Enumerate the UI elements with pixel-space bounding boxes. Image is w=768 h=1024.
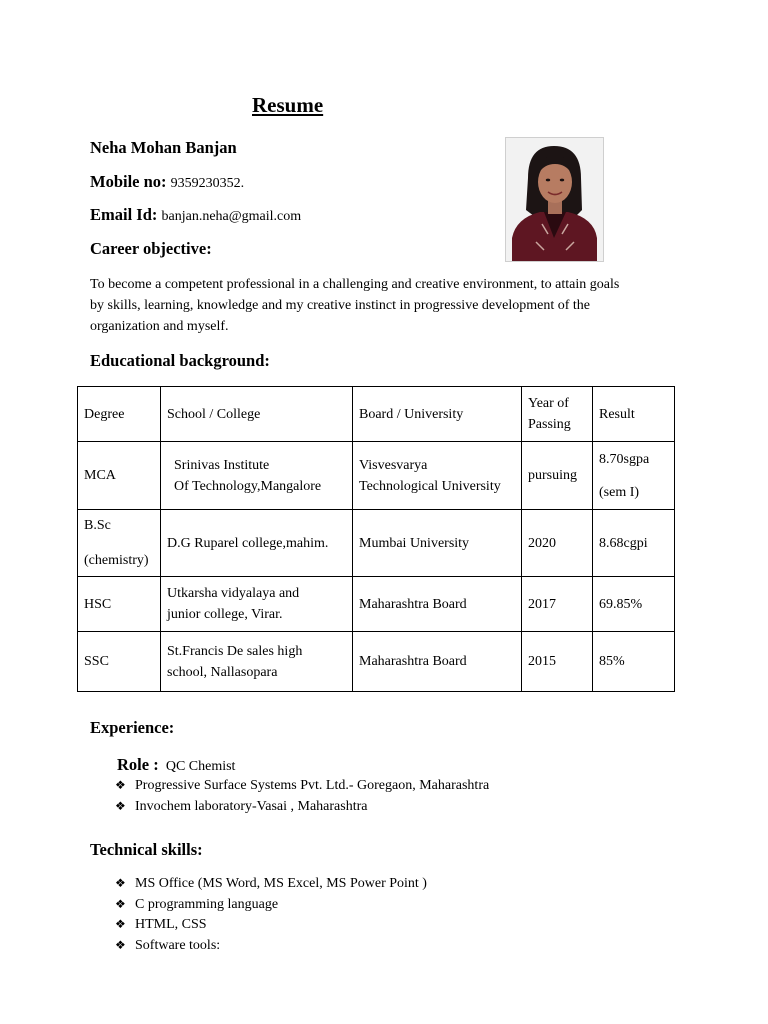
header-year: Year of Passing [522,387,593,442]
cell-board: Mumbai University [353,510,522,577]
header-board: Board / University [353,387,522,442]
table-row [78,577,675,632]
cell-board: Maharashtra Board [353,577,522,632]
cell-degree: MCA [78,442,161,510]
table-header-row [78,387,675,442]
bullet-icon: ❖ [115,778,126,792]
cell-result: 85% [593,632,675,692]
career-line: To become a competent professional in a challenging and creative environment, to attain goals [90,277,620,292]
mobile-line [90,172,244,192]
cell-degree: SSC [78,632,161,692]
header-school: School / College [161,387,353,442]
bullet-icon: ❖ [115,897,126,911]
mobile-label: Mobile no: [90,172,167,191]
role-label: Role : [117,755,159,774]
cell-degree: HSC [78,577,161,632]
cell-school: Srinivas Institute Of Technology,Mangalore [161,442,353,510]
bullet-icon: ❖ [115,799,126,813]
cell-year: 2015 [522,632,593,692]
technical-skills-heading: Technical skills: [90,840,203,859]
bullet-icon: ❖ [115,938,126,952]
table-row [78,510,675,577]
bullet-icon: ❖ [115,917,126,931]
cell-year: 2020 [522,510,593,577]
career-line: by skills, learning, knowledge and my creative instinct in progressive development of the [90,298,590,313]
profile-photo [505,137,604,262]
cell-board: Visvesvarya Technological University [353,442,522,510]
resume-title: Resume [252,93,324,117]
cell-degree: B.Sc (chemistry) [78,510,161,577]
career-objective-heading: Career objective: [90,239,212,258]
bullet-icon: ❖ [115,876,126,890]
email-value: banjan.neha@gmail.com [161,209,302,224]
cell-school: D.G Ruparel college,mahim. [161,510,353,577]
role-value: QC Chemist [165,759,236,774]
cell-year: pursuing [522,442,593,510]
career-objective-text [90,274,680,337]
career-line: organization and myself. [90,319,229,334]
education-table [77,386,675,692]
education-heading: Educational background: [90,351,270,370]
cell-result: 8.70sgpa (sem I) [593,442,675,510]
cell-year: 2017 [522,577,593,632]
cell-result: 69.85% [593,577,675,632]
mobile-value: 9359230352. [170,176,245,191]
email-label: Email Id: [90,205,158,224]
cell-board: Maharashtra Board [353,632,522,692]
role-line [117,755,235,775]
cell-school: St.Francis De sales high school, Nallasopara [161,632,353,692]
experience-heading: Experience: [90,718,175,737]
email-line [90,205,301,225]
cell-result: 8.68cgpi [593,510,675,577]
table-row [78,632,675,692]
header-degree: Degree [78,387,161,442]
table-row [78,442,675,510]
header-result: Result [593,387,675,442]
candidate-name: Neha Mohan Banjan [90,138,237,157]
cell-school: Utkarsha vidyalaya and junior college, Virar. [161,577,353,632]
